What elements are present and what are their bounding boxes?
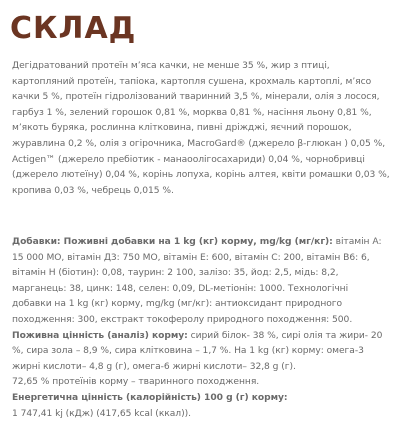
nutrition-section	[12, 235, 390, 422]
nutritional-value-text: сирий білок- 38 %, сирі олія та жири- 20 %, сира зола – 8,9 %, сира клітковина – 1,7 %. На 1 kg (кг) корму: омега-3 жирні кислоти– 4,8 g (г), омега-6 жирні кислоти– 32,8 g (г).	[12, 330, 383, 372]
energy-value: 1 747,41 kj (кДж) (417,65 kcal (ккал)).	[12, 408, 191, 419]
page-title: СКЛАД	[10, 11, 137, 46]
ingredients-text: Дегідратований протеїн м’яса качки, не менше 35 %, жир з птиці, картопляний протеїн, тапіока, картопля сушена, крохмаль картоплі, м’ясо качки 5 %, протеїн гідролізований тваринний 3,5 %, мінерали, олія з лосося, гарбуз 1 %, зелений горошок 0,81 %, морква 0,81 %, насіння льону 0,81 %, м’якоть буряка, рослинна клітковина, пивні дріжджі, яєчний порошок, журавлина 0,2 %, олія з огірочника, MacroGard® (джерело β-глюкан ) 0,05 %, Actigen™ (джерело пребіотик - манаоолігосахариди) 0,04 %, чорнобривці (джерело лютеїну) 0,04 %, корінь лопуха, корінь алтея, квіти ромашки 0,03 %, кропива 0,03 %, чебрець 0,015 %.	[12, 61, 390, 196]
additives-paragraph	[12, 235, 390, 329]
protein-note: 72,65 % протеїнів корму – тваринного походження.	[12, 377, 260, 388]
energy-label: Енергетична цінність (калорійність) 100 g (г) корму:	[12, 392, 288, 403]
nutritional-value-label: Поживна цінність (аналіз) корму:	[12, 330, 188, 341]
nutritional-value-paragraph	[12, 329, 390, 376]
additives-text: вітамін А: 15 000 МО, вітамін Д3: 750 МО, вітамін Е: 600, вітамін С: 200, вітамін В6: 6, вітамін Н (біотин): 0,08, таурин: 2 100, залізо: 35, йод: 2,5, мідь: 8,2, марганець: 38, цинк: 148, селен: 0,09, DL-метіонін: 1000. Технологічні добавки на 1 kg (кг) корму, mg/kg (мг/кг): антиоксидант природного походження: 300, екстракт токоферолу природного походження: 500.	[12, 237, 382, 325]
additives-label: Добавки: Поживні добавки на 1 kg (кг) корму, mg/kg (мг/кг):	[12, 237, 333, 247]
